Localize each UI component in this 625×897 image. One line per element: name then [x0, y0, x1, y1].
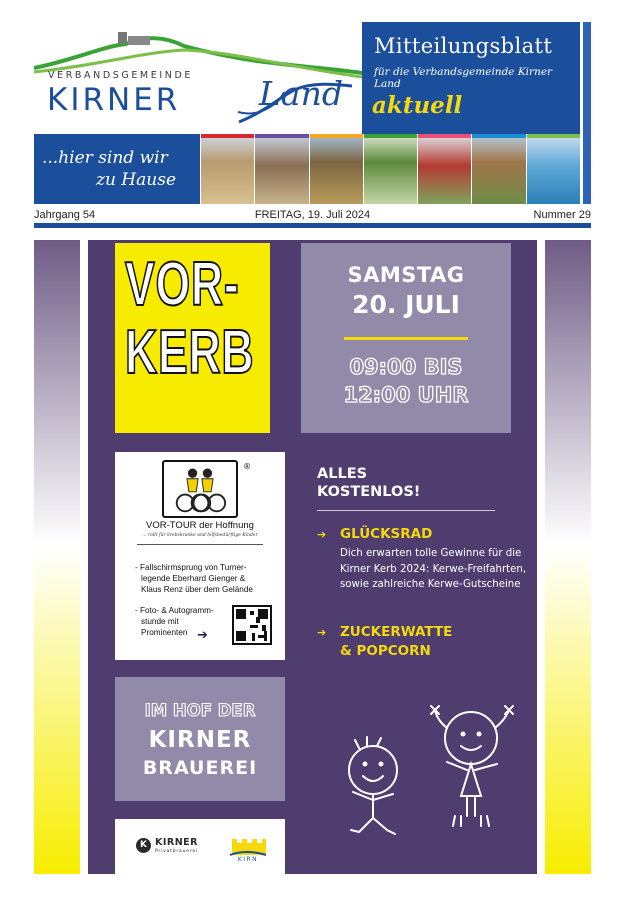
photo-tower-ruin [309, 134, 363, 204]
date-time-box [301, 243, 511, 433]
slogan-line-2: zu Hause [96, 170, 177, 190]
qr-code[interactable] [232, 605, 272, 645]
event-time-start: 09:00 BIS [349, 355, 463, 379]
vor-tour-title: VOR-TOUR der Hoffnung [146, 520, 254, 531]
event-date: 20. JULI [352, 290, 460, 319]
location-line-2: KIRNER [148, 727, 252, 753]
event-time-end: 12:00 UHR [343, 383, 469, 407]
bullet-fallschirm-1: - Fallschirmsprung von Turner- [135, 563, 247, 572]
land-wordmark: Land [259, 74, 343, 113]
photo-color-bar [364, 134, 417, 138]
location-line-1: IM HOF DER [144, 701, 256, 720]
right-stripe [580, 22, 591, 204]
kirn-city-name: KIRN [237, 856, 259, 863]
vorkerb-line-1: VOR- [125, 250, 240, 319]
location-line-3: BRAUEREI [142, 757, 258, 779]
volume-label: Jahrgang 54 [34, 209, 96, 221]
children-drawing-illustration [321, 692, 526, 840]
photo-green-alley [363, 134, 417, 204]
alles-line-2: KOSTENLOS! [317, 484, 421, 500]
photo-rock-formation [471, 134, 525, 204]
photo-color-bar [201, 134, 254, 138]
poster-side-gradient-left [34, 240, 80, 874]
publication-subtitle: für die Verbandsgemeinde Kirner Land [374, 66, 553, 90]
alles-kostenlos-heading [317, 465, 420, 501]
arrow-right-icon: ➔ [317, 528, 327, 541]
issue-number: Nummer 29 [533, 209, 591, 221]
poster-side-gradient-right [545, 240, 591, 874]
vorkerb-headline-box [115, 243, 270, 433]
slogan-line-1: ...hier sind wir [42, 148, 168, 168]
arrow-right-icon: ➔ [197, 628, 208, 643]
bullet-fallschirm-2: legende Eberhard Gienger & [141, 574, 246, 583]
zuckerwatte-line-1: ZUCKERWATTE [340, 624, 453, 640]
gluecksrad-description: Dich erwarten tolle Gewinne für die Kirner Kerb 2024: Kerwe-Freifahrten, sowie zahlreiche Kerwe-Gutscheine [340, 548, 527, 590]
alles-line-1: ALLES [317, 466, 368, 482]
issue-date: FREITAG, 19. Juli 2024 [254, 209, 371, 221]
photo-color-bar [527, 134, 580, 138]
divider-line [344, 337, 468, 340]
bullet-fallschirm-3: Klaus Renz über dem Gelände [141, 585, 253, 594]
vor-tour-subtitle: ... rollt für krebskranke und hilfsbedürftige Kinder [142, 533, 258, 538]
photo-half-timbered-house [254, 134, 308, 204]
bullet-foto-3: Prominenten [141, 628, 188, 637]
alles-divider [317, 510, 495, 511]
photo-red-sculpture [417, 134, 471, 204]
kirner-wordmark: KIRNER [47, 82, 181, 118]
masthead [34, 22, 591, 204]
photo-color-bar [255, 134, 308, 138]
registered-mark: ® [243, 462, 251, 471]
gluecksrad-title: GLÜCKSRAD [340, 526, 433, 542]
vg-logo [34, 22, 362, 134]
kirner-brewery-sub: Privatbrauerei [155, 849, 198, 854]
slogan-panel [34, 134, 200, 204]
photo-color-bar [310, 134, 363, 138]
vor-tour-box [115, 452, 285, 660]
vorkerb-poster [88, 240, 537, 874]
photo-castle [200, 134, 254, 204]
location-box [115, 677, 285, 801]
publication-title: Mitteilungsblatt [374, 34, 553, 58]
photo-color-bar [472, 134, 525, 138]
sponsor-logo-strip [115, 819, 285, 874]
event-day: SAMSTAG [347, 263, 465, 287]
bullet-foto-1: - Foto- & Autogramm- [135, 606, 214, 615]
kirner-brewery-name: KIRNER [155, 837, 198, 848]
zuckerwatte-line-2: & POPCORN [340, 643, 431, 659]
kirner-brewery-logo: K [136, 838, 151, 853]
vg-label: VERBANDSGEMEINDE [48, 70, 193, 81]
bullet-foto-2: stunde mit [141, 617, 179, 626]
photo-strip [200, 134, 580, 204]
vorkerb-headline [125, 251, 254, 387]
cyclists-illustration [162, 460, 238, 518]
zuckerwatte-title [340, 623, 452, 661]
photo-swimming-pool [526, 134, 580, 204]
issue-info-bar [34, 206, 591, 228]
vorkerb-line-2: KERB [125, 318, 255, 387]
vor-tour-divider [137, 544, 263, 545]
photo-color-bar [418, 134, 471, 138]
aktuell-label: aktuell [372, 92, 463, 119]
arrow-right-icon: ➔ [317, 626, 327, 639]
title-panel [362, 22, 580, 134]
